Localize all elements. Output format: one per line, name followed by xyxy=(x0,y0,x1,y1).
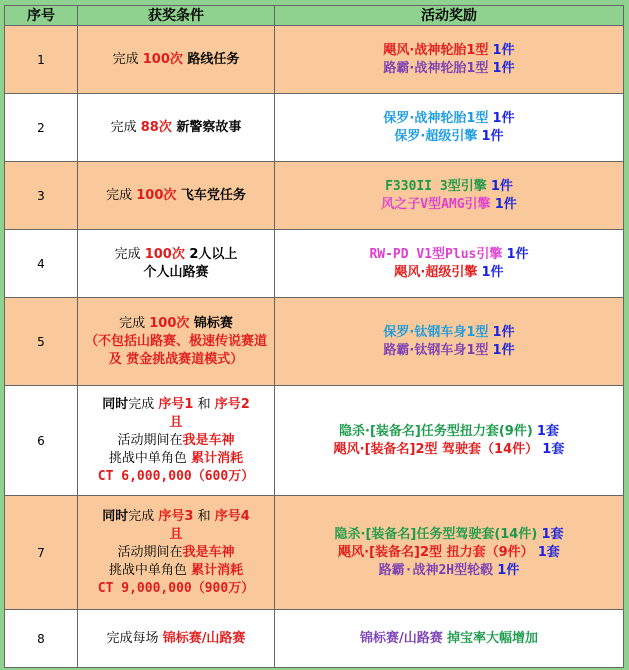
condition-line xyxy=(82,508,270,526)
reward-line xyxy=(279,178,619,196)
reward-line xyxy=(279,196,619,214)
reward-line xyxy=(279,42,619,60)
reward-quantity: 1件 xyxy=(492,42,515,58)
reward-text: 飓风·战神轮胎1型 xyxy=(383,42,489,58)
condition-line xyxy=(82,580,270,598)
condition-line xyxy=(82,414,270,432)
reward-cell xyxy=(275,230,624,298)
condition-text: 和 xyxy=(193,396,215,412)
condition-line xyxy=(82,544,270,562)
reward-line xyxy=(279,246,619,264)
condition-line xyxy=(82,432,270,450)
reward-cell xyxy=(275,94,624,162)
condition-cell xyxy=(78,230,275,298)
reward-text: 路霸·钛钢车身1型 xyxy=(383,342,489,358)
condition-text: 序号1 xyxy=(158,396,194,412)
reward-text: 保罗·超级引擎 xyxy=(394,128,478,144)
reward-quantity: 1件 xyxy=(497,562,520,578)
reward-quantity: 1件 xyxy=(492,60,515,76)
row-number: 1 xyxy=(5,26,78,94)
condition-text: 路线任务 xyxy=(182,51,240,67)
reward-quantity: 1套 xyxy=(542,441,565,457)
reward-text: 掉宝率大幅增加 xyxy=(446,630,538,646)
table-row xyxy=(5,26,624,94)
row-number: 4 xyxy=(5,230,78,298)
condition-text: 100次 xyxy=(149,315,190,331)
reward-cell xyxy=(275,610,624,668)
reward-quantity: 1套 xyxy=(541,526,564,542)
condition-line xyxy=(82,315,270,333)
reward-cell xyxy=(275,298,624,386)
condition-cell xyxy=(78,298,275,386)
reward-line xyxy=(279,110,619,128)
table-row xyxy=(5,162,624,230)
condition-text: 100次 xyxy=(142,51,183,67)
reward-text: 隐杀·[装备名]任务型驾驶套(14件) xyxy=(334,526,538,542)
condition-text: 且 xyxy=(169,526,183,542)
reward-quantity: 1件 xyxy=(506,246,529,262)
condition-line xyxy=(82,630,270,648)
reward-cell xyxy=(275,26,624,94)
condition-text: 累计消耗 xyxy=(191,562,244,578)
condition-line xyxy=(82,333,270,369)
reward-line xyxy=(279,60,619,78)
condition-line xyxy=(82,264,270,282)
reward-text: 路霸·战神2H型轮毂 xyxy=(378,562,494,578)
condition-text: 个人山路赛 xyxy=(143,264,209,280)
reward-line xyxy=(279,324,619,342)
reward-cell xyxy=(275,162,624,230)
reward-line xyxy=(279,441,619,459)
table-row xyxy=(5,386,624,496)
condition-line xyxy=(82,119,270,137)
reward-text: 路霸·战神轮胎1型 xyxy=(383,60,489,76)
condition-text: （不包括山路赛、极速传说赛道 及 赏金挑战赛道模式） xyxy=(84,333,267,367)
reward-text: F330II 3型引擎 xyxy=(385,178,487,194)
condition-text: 锦标赛/山路赛 xyxy=(162,630,246,646)
reward-text: 飓风·超级引擎 xyxy=(394,264,478,280)
condition-cell xyxy=(78,610,275,668)
reward-cell xyxy=(275,496,624,610)
condition-cell xyxy=(78,94,275,162)
reward-text: 飓风·[装备名]2型 驾驶套（14件） xyxy=(333,441,539,457)
row-number: 2 xyxy=(5,94,78,162)
reward-line xyxy=(279,128,619,146)
condition-line xyxy=(82,396,270,414)
condition-line xyxy=(82,51,270,69)
condition-line xyxy=(82,468,270,486)
header-reward: 活动奖励 xyxy=(275,6,624,26)
condition-text: 和 xyxy=(193,508,215,524)
table-row xyxy=(5,230,624,298)
condition-text: 挑战中单角色 xyxy=(108,450,192,466)
condition-line xyxy=(82,526,270,544)
condition-text: 锦标赛 xyxy=(189,315,233,331)
condition-text: 100次 xyxy=(144,246,185,262)
reward-quantity: 1套 xyxy=(536,423,559,439)
condition-text: 我是车神 xyxy=(182,544,235,560)
condition-text: 挑战中单角色 xyxy=(108,562,192,578)
condition-text: 我是车神 xyxy=(182,432,235,448)
condition-text: 100次 xyxy=(136,187,177,203)
reward-quantity: 1件 xyxy=(492,342,515,358)
condition-text: 累计消耗 xyxy=(191,450,244,466)
reward-text: 隐杀·[装备名]任务型扭力套(9件) xyxy=(339,423,533,439)
reward-quantity: 1件 xyxy=(492,110,515,126)
header-condition: 获奖条件 xyxy=(78,6,275,26)
row-number: 8 xyxy=(5,610,78,668)
reward-line xyxy=(279,423,619,441)
condition-text: 飞车党任务 xyxy=(176,187,246,203)
table-row xyxy=(5,496,624,610)
condition-line xyxy=(82,562,270,580)
reward-text: 飓风·[装备名]2型 扭力套（9件） xyxy=(338,544,534,560)
condition-text: CT 6,000,000（600万） xyxy=(97,468,255,484)
condition-text: 完成每场 xyxy=(106,630,163,646)
reward-text: 保罗·战神轮胎1型 xyxy=(383,110,489,126)
header-row xyxy=(5,6,624,26)
reward-line xyxy=(279,562,619,580)
condition-line xyxy=(82,450,270,468)
reward-line xyxy=(279,264,619,282)
reward-quantity: 1套 xyxy=(537,544,560,560)
reward-table xyxy=(4,5,624,668)
reward-quantity: 1件 xyxy=(490,178,513,194)
condition-text: 序号3 xyxy=(158,508,194,524)
condition-text: 且 xyxy=(169,414,183,430)
condition-text: 序号4 xyxy=(214,508,250,524)
condition-text: 完成 xyxy=(112,51,143,67)
reward-text: 锦标赛/山路赛 xyxy=(360,630,443,646)
condition-text: 完成 xyxy=(110,119,141,135)
table-row xyxy=(5,298,624,386)
row-number: 6 xyxy=(5,386,78,496)
condition-text: 活动期间在 xyxy=(117,544,183,560)
condition-cell xyxy=(78,496,275,610)
condition-text: 新警察故事 xyxy=(171,119,242,135)
condition-line xyxy=(82,246,270,264)
reward-quantity: 1件 xyxy=(481,128,504,144)
header-no: 序号 xyxy=(5,6,78,26)
condition-text: CT 9,000,000（900万） xyxy=(97,580,255,596)
reward-text: 风之子V型AMG引擎 xyxy=(381,196,491,212)
table-row xyxy=(5,610,624,668)
condition-text: 序号2 xyxy=(214,396,250,412)
reward-quantity: 1件 xyxy=(494,196,517,212)
row-number: 7 xyxy=(5,496,78,610)
condition-text: 完成 xyxy=(106,187,137,203)
condition-text: 完成 xyxy=(114,246,145,262)
condition-text: 完成 xyxy=(128,396,159,412)
condition-cell xyxy=(78,162,275,230)
reward-cell xyxy=(275,386,624,496)
condition-text: 88次 xyxy=(140,119,172,135)
reward-line xyxy=(279,630,619,648)
reward-text: 保罗·钛钢车身1型 xyxy=(383,324,489,340)
condition-line xyxy=(82,187,270,205)
reward-line xyxy=(279,526,619,544)
condition-text: 同时 xyxy=(102,396,129,412)
condition-cell xyxy=(78,26,275,94)
condition-text: 同时 xyxy=(102,508,129,524)
table-row xyxy=(5,94,624,162)
reward-line xyxy=(279,544,619,562)
condition-text: 完成 xyxy=(128,508,159,524)
reward-quantity: 1件 xyxy=(481,264,504,280)
condition-text: 2人以上 xyxy=(184,246,238,262)
condition-cell xyxy=(78,386,275,496)
row-number: 5 xyxy=(5,298,78,386)
condition-text: 活动期间在 xyxy=(117,432,183,448)
reward-quantity: 1件 xyxy=(492,324,515,340)
row-number: 3 xyxy=(5,162,78,230)
condition-text: 完成 xyxy=(119,315,150,331)
reward-line xyxy=(279,342,619,360)
reward-text: RW-PD V1型Plus引擎 xyxy=(369,246,503,262)
